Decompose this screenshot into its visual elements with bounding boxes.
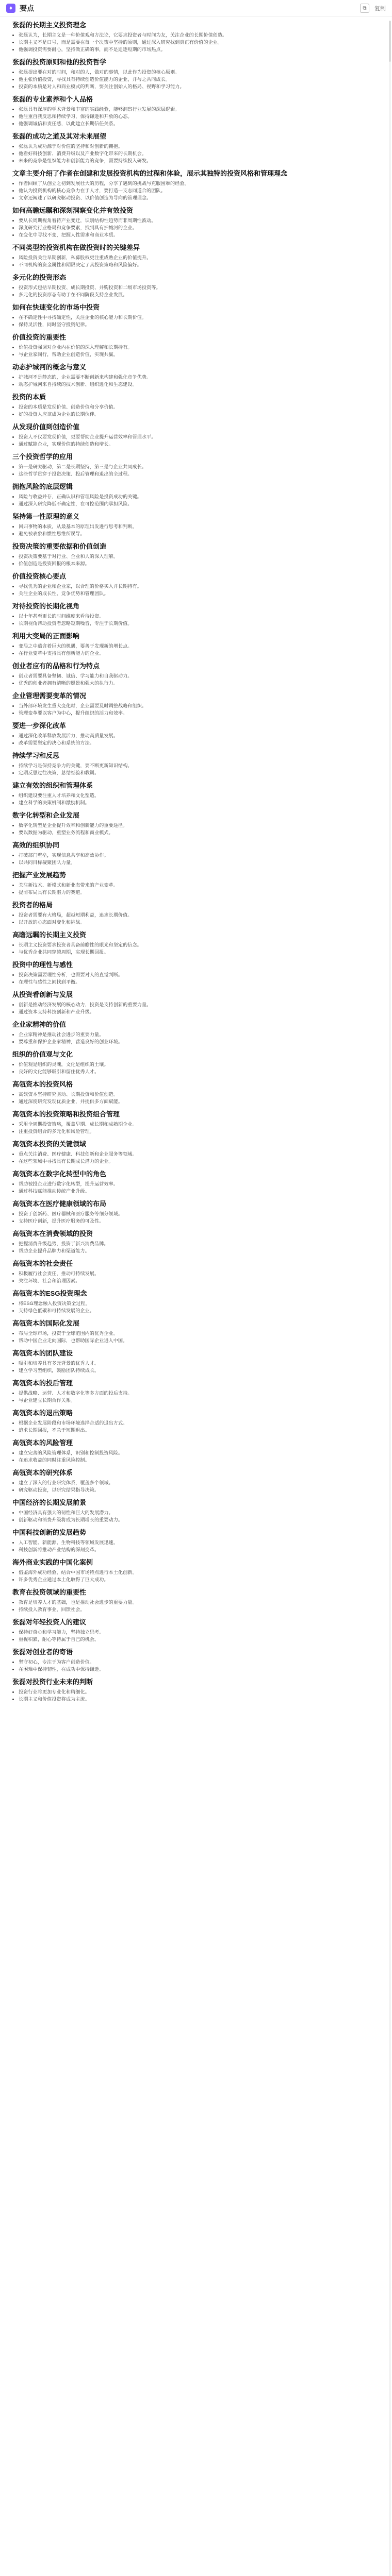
list-item: • 深度研究行业格局和竞争要素，找到具有护城河的企业。 (19, 225, 373, 231)
list-item: • 持续学习是保持竞争力的关键，要不断更新知识结构。 (19, 762, 373, 769)
section-heading: 中国科技创新的发展趋势 (12, 1529, 87, 1536)
section-list (12, 523, 373, 537)
summary-section (12, 1140, 373, 1164)
summary-section (12, 1170, 373, 1194)
summary-section (12, 1199, 373, 1224)
summary-section (12, 1050, 373, 1075)
summary-section (12, 243, 373, 268)
section-heading: 建立有效的组织和管理体系 (12, 782, 93, 789)
section-list (12, 344, 373, 358)
summary-section (12, 871, 373, 895)
section-list (12, 673, 373, 686)
list-item: • 他强调诚信和责任感，以此建立长期信任关系。 (19, 121, 373, 127)
section-heading: 如何高瞻远瞩和深刻洞察变化并有效投资 (12, 207, 134, 214)
section-list (12, 613, 373, 626)
summary-section (12, 1110, 373, 1134)
list-item: • 中国经济具有强大的韧性和巨大的发展潜力。 (19, 1510, 373, 1516)
summary-section (12, 512, 373, 537)
list-item: • 投资者需要有大格局，超越短期利益，追求长期价值。 (19, 912, 373, 918)
list-item: • 张磊认为成功源于对价值的坚持和对创新的拥抱。 (19, 143, 373, 149)
list-item: • 文章还阐述了以研究驱动投资、以价值创造为导向的管理理念。 (19, 195, 373, 201)
list-item: • 组织建设要注重人才培养和文化塑造。 (19, 792, 373, 799)
section-list (12, 1241, 373, 1254)
summary-section (12, 811, 373, 836)
section-heading: 对待投资的长期化视角 (12, 602, 80, 610)
list-item: • 要以数据为驱动，重塑业务流程和商业模式。 (19, 829, 373, 836)
list-item: • 长期主义不是口号，而是需要在每一个决策中坚持的原则，通过深入研究找到真正有价值的企业。 (19, 39, 373, 45)
section-list (12, 1689, 373, 1702)
summary-section (12, 169, 373, 201)
section-heading: 投资中的理性与感性 (12, 961, 73, 969)
list-item: • 良好的文化能够吸引和留住优秀人才。 (19, 1069, 373, 1075)
list-item: • 企业家精神是推动社会进步的重要力量。 (19, 1031, 373, 1038)
list-item: • 好的投资人应该成为企业的长期伙伴。 (19, 411, 373, 417)
list-item: • 不同机构的资金属性和期限决定了其投资策略和风险偏好。 (19, 262, 373, 268)
list-item: • 投资的本质是发现价值、创造价值和分享价值。 (19, 404, 373, 410)
summary-section (12, 1648, 373, 1672)
list-item: • 他看好科技创新、消费升级以及产业数字化带来的长期机会。 (19, 150, 373, 157)
list-item: • 长期主义和价值投资将成为主流。 (19, 1696, 373, 1702)
list-item: • 建立了深入的行业研究体系，覆盖多个领域。 (19, 1480, 373, 1486)
app-logo-icon: ✦ (6, 4, 15, 13)
section-list (12, 143, 373, 164)
list-item: • 持续投入教育事业，回馈社会。 (19, 1606, 373, 1613)
summary-section (12, 95, 373, 127)
section-list (12, 464, 373, 477)
list-item: • 改革需要坚定的决心和系统的方法。 (19, 740, 373, 746)
summary-section (12, 1349, 373, 1374)
section-heading: 高瓴资本投资的关键领域 (12, 1140, 87, 1148)
list-item: • 把握消费升级趋势，投资于新兴消费品牌。 (19, 1241, 373, 1247)
list-item: • 以十年甚至更长的时间维度来看待投资。 (19, 613, 373, 619)
section-list (12, 733, 373, 746)
section-heading: 张磊的投资原则和他的投资哲学 (12, 58, 107, 66)
section-list (12, 1480, 373, 1493)
list-item: • 在理性与感性之间找到平衡。 (19, 979, 373, 985)
list-item: • 人工智能、新能源、生物科技等领域发展迅速。 (19, 1539, 373, 1546)
section-list (12, 1629, 373, 1642)
list-item: • 投资决策需要理性分析，也需要对人的直觉判断。 (19, 972, 373, 978)
list-item: • 投资于创新药、医疗器械和医疗服务等细分领域。 (19, 1211, 373, 1217)
section-list (12, 703, 373, 716)
section-list (12, 374, 373, 387)
list-item: • 在追求收益的同时注重风险控制。 (19, 1457, 373, 1463)
summary-content (12, 21, 373, 1707)
section-heading: 三个投资哲学的应用 (12, 453, 73, 461)
section-list (12, 32, 373, 53)
summary-section (12, 751, 373, 776)
list-item: • 许多优秀企业通过本土化取得了巨大成功。 (19, 1577, 373, 1583)
section-list (12, 1121, 373, 1134)
summary-section (12, 1498, 373, 1523)
section-list (12, 106, 373, 127)
section-heading: 张磊的成功之道及其对未来展望 (12, 132, 107, 140)
list-item: • 在困难中保持韧性，在成功中保持谦逊。 (19, 1666, 373, 1672)
list-item: • 保持灵活性，同时坚守投资纪律。 (19, 321, 373, 328)
section-list (12, 1181, 373, 1194)
summary-section (12, 1080, 373, 1105)
section-heading: 坚持第一性原理的意义 (12, 513, 80, 520)
summary-section (12, 572, 373, 597)
section-heading: 文章主要介绍了作者在创建和发展投资机构的过程和体验，展示其独特的投资风格和管理理念 (12, 170, 288, 177)
list-item: • 吸引和培养具有多元背景的优秀人才。 (19, 1360, 373, 1366)
section-heading: 多元化的投资形态 (12, 274, 67, 281)
copy-button-label[interactable]: 复制 (374, 6, 386, 12)
section-heading: 价值投资核心要点 (12, 572, 67, 580)
list-item: • 价值观是组织的灵魂，文化是组织的土壤。 (19, 1061, 373, 1067)
section-heading: 高瓴资本在医疗健康领域的布局 (12, 1200, 107, 1208)
list-item: • 投资人不仅要发现价值，更要帮助企业提升运营效率和管理水平。 (19, 434, 373, 440)
list-item: • 第一是研究驱动，第二是长期坚持，第三是与企业共同成长。 (19, 464, 373, 470)
section-heading: 张磊对创业者的寄语 (12, 1648, 73, 1656)
section-list (12, 314, 373, 328)
list-item: • 创新驱动和消费升级将成为长期增长的重要动力。 (19, 1517, 373, 1523)
section-heading: 持续学习和反思 (12, 752, 60, 759)
list-item: • 根据企业发展阶段和市场环境选择合适的退出方式。 (19, 1420, 373, 1426)
section-heading: 要进一步深化改革 (12, 722, 67, 730)
summary-section (12, 21, 373, 53)
summary-section (12, 1020, 373, 1045)
section-list (12, 1031, 373, 1045)
summary-section (12, 303, 373, 328)
section-list (12, 583, 373, 597)
list-item: • 借鉴海外成功经验，结合中国市场特点进行本土化创新。 (19, 1569, 373, 1575)
list-item: • 张磊具有深厚的学术背景和丰富的实践经验，能够洞察行业发展的深层逻辑。 (19, 106, 373, 112)
section-list (12, 180, 373, 201)
section-list (12, 942, 373, 955)
list-item: • 帮助被投企业进行数字化转型，提升运营效率。 (19, 1181, 373, 1187)
list-item: • 长期主义投资要求投资者具备前瞻性的眼光和坚定的信念。 (19, 942, 373, 948)
list-item: • 通过科技赋能推动传统产业升级。 (19, 1188, 373, 1194)
summary-section (12, 1438, 373, 1463)
section-list (12, 1659, 373, 1672)
summary-section (12, 1379, 373, 1403)
section-list (12, 217, 373, 238)
list-item: • 建立科学的决策机制和激励机制。 (19, 800, 373, 806)
section-list (12, 762, 373, 776)
list-item: • 风险投资关注早期创新，私募股权更注重成熟企业的价值提升。 (19, 255, 373, 261)
list-item: • 在行业变革中支持具有创新能力的企业。 (19, 650, 373, 656)
list-item: • 通过深化改革释放发展活力，推动高质量发展。 (19, 733, 373, 739)
section-heading: 高瓴资本在消费领域的投资 (12, 1230, 93, 1238)
summary-section (12, 901, 373, 925)
list-item: • 投资决策要基于对行业、企业和人的深入理解。 (19, 553, 373, 560)
summary-section (12, 1409, 373, 1433)
section-list (12, 882, 373, 895)
list-item: • 关注环境、社会和治理因素。 (19, 1278, 373, 1284)
list-item: • 关注企业的成长性、竞争优势和管理团队。 (19, 590, 373, 597)
section-list (12, 1599, 373, 1613)
list-item: • 未来的竞争是组织能力和创新能力的竞争，需要持续投入研发。 (19, 158, 373, 164)
list-item: • 提前布局具有长期潜力的赛道。 (19, 889, 373, 895)
list-item: • 投资的本质是对人和商业模式的判断，要关注创始人的格局、视野和学习能力。 (19, 83, 373, 90)
section-heading: 如何在快速变化的市场中投资 (12, 303, 100, 311)
list-item: • 这些哲学贯穿于投资决策、投后管理和退出的全过程。 (19, 471, 373, 477)
list-item: • 优秀的创业者拥有清晰的愿景和强大的执行力。 (19, 680, 373, 686)
scrollbar[interactable] (389, 21, 391, 2576)
section-list (12, 1330, 373, 1344)
summary-section (12, 1259, 373, 1284)
list-item: • 多元化的投资形态有助于在不同阶段支持企业发展。 (19, 292, 373, 298)
summary-section (12, 422, 373, 447)
summary-section (12, 602, 373, 626)
section-list (12, 1390, 373, 1403)
summary-section (12, 1468, 373, 1493)
section-heading: 高瓴资本在数字化转型中的角色 (12, 1170, 107, 1178)
list-item: • 他强调投资需要耐心，坚持做正确的事，而不是追逐短期的市场热点。 (19, 46, 373, 53)
list-item: • 创业者需要具备坚韧、诚信、学习能力和自我驱动力。 (19, 673, 373, 679)
summary-section (12, 333, 373, 358)
list-item: • 通过赋能企业，实现价值的持续创造和增长。 (19, 441, 373, 447)
section-heading: 从投资看创新与发展 (12, 991, 73, 998)
summary-section (12, 781, 373, 806)
summary-section (12, 691, 373, 716)
list-item: • 当外部环境发生重大变化时，企业需要及时调整战略和组织。 (19, 703, 373, 709)
list-item: • 护城河不是静态的，企业需要不断创新来构建和强化竞争优势。 (19, 374, 373, 380)
list-item: • 积极履行社会责任，推动可持续发展。 (19, 1270, 373, 1277)
section-heading: 中国经济的长期发展前景 (12, 1499, 87, 1506)
summary-section (12, 960, 373, 985)
section-heading: 动态护城河的概念与意义 (12, 363, 87, 371)
section-heading: 张磊对年轻投资人的建议 (12, 1618, 87, 1626)
list-item: • 帮助中国企业走向国际，也帮助国际企业进入中国。 (19, 1337, 373, 1344)
list-item: • 回归事物的本质，从最基本的原理出发进行思考和判断。 (19, 523, 373, 530)
section-heading: 企业管理需要变革的情况 (12, 692, 87, 700)
summary-section (12, 132, 373, 164)
summary-section (12, 363, 373, 387)
list-item: • 建立完善的风险管理体系，识别和控制投资风险。 (19, 1450, 373, 1456)
list-item: • 张磊提出要在对的时间，和对的人，做对的事情，以此作为投资的核心原则。 (19, 69, 373, 75)
section-list (12, 1091, 373, 1105)
list-item: • 他主张价值投资，寻找具有持续创造价值能力的企业，并与之共同成长。 (19, 76, 373, 82)
section-list (12, 852, 373, 866)
section-heading: 企业家精神的价值 (12, 1021, 67, 1028)
summary-section (12, 1319, 373, 1344)
summary-section (12, 542, 373, 567)
scrollbar-thumb[interactable] (389, 21, 391, 62)
section-list (12, 792, 373, 806)
list-item: • 将ESG理念融入投资决策全过程。 (19, 1300, 373, 1307)
section-heading: 拥抱风险的底层逻辑 (12, 483, 73, 490)
summary-section (12, 58, 373, 90)
summary-section (12, 1618, 373, 1642)
section-heading: 高瓴资本的研究体系 (12, 1469, 73, 1477)
section-heading: 高瓴资本的投资策略和投资组合管理 (12, 1110, 120, 1118)
list-item: • 张磊认为，长期主义是一种价值观和方法论，它要求投资者与时间为友，关注企业的长期价值创造。 (19, 32, 373, 38)
section-list (12, 912, 373, 925)
section-heading: 高瓴资本的国际化发展 (12, 1319, 80, 1327)
summary-section (12, 990, 373, 1015)
list-item: • 注重投资组合的多元化和风险管理。 (19, 1128, 373, 1134)
list-item: • 投资行业将更加专业化和精细化。 (19, 1689, 373, 1695)
section-heading: 高瓴资本的团队建设 (12, 1349, 73, 1357)
list-item: • 坚守初心，专注于为客户创造价值。 (19, 1659, 373, 1665)
section-heading: 投资者的格局 (12, 901, 53, 909)
summary-section (12, 1588, 373, 1613)
section-list (12, 822, 373, 836)
section-heading: 高瓴资本的投后管理 (12, 1379, 73, 1387)
summary-section (12, 1289, 373, 1314)
section-heading: 投资决策的重要依据和价值创造 (12, 543, 107, 550)
section-list (12, 284, 373, 298)
list-item: • 他注重自我反思和持续学习，保持谦逊和开放的心态。 (19, 113, 373, 120)
summary-section (12, 632, 373, 656)
section-heading: 利用大变局的正面影响 (12, 632, 80, 640)
summary-section (12, 482, 373, 507)
section-list (12, 255, 373, 268)
section-heading: 数字化转型和企业发展 (12, 811, 80, 819)
list-item: • 风险与收益并存，正确认识和管理风险是投资成功的关键。 (19, 494, 373, 500)
list-item: • 定期反思过往决策，总结经验和教训。 (19, 770, 373, 776)
section-list (12, 494, 373, 507)
summary-section (12, 662, 373, 686)
section-heading: 高瓴资本的退出策略 (12, 1409, 73, 1417)
list-item: • 寻找优秀的企业和企业家，以合理的价格买入并长期持有。 (19, 583, 373, 589)
summary-section (12, 1528, 373, 1553)
section-heading: 把握产业发展趋势 (12, 871, 67, 879)
list-item: • 以开放的心态面对变化和挑战。 (19, 919, 373, 925)
section-heading: 海外商业实践的中国化案例 (12, 1558, 93, 1566)
section-list (12, 1539, 373, 1553)
list-item: • 作者回顾了从创立之初到发展壮大的历程，分享了遇到的挑战与克服困难的经验。 (19, 180, 373, 187)
section-list (12, 1450, 373, 1463)
list-item: • 研究驱动投资，以研究结果指导决策。 (19, 1487, 373, 1493)
list-item: • 通过深度研究发现优质企业，并提供多方面赋能。 (19, 1098, 373, 1105)
section-list (12, 1270, 373, 1284)
list-item: • 与优秀企业共同穿越周期，实现长期回报。 (19, 949, 373, 955)
list-item: • 追求长期回报，不急于短期退出。 (19, 1427, 373, 1433)
summary-section (12, 721, 373, 746)
list-item: • 通过深入研究降低不确定性，在可控范围内承担风险。 (19, 501, 373, 507)
section-list (12, 1510, 373, 1523)
list-item: • 在不确定性中寻找确定性，关注企业的核心能力和长期价值。 (19, 314, 373, 320)
list-item: • 数字化转型是企业提升效率和创新能力的重要途径。 (19, 822, 373, 828)
section-list (12, 553, 373, 567)
section-heading: 张磊的专业素养和个人品格 (12, 95, 93, 103)
section-heading: 投资的本质 (12, 393, 46, 401)
list-item: • 建立学习型组织，鼓励团队持续成长。 (19, 1367, 373, 1374)
list-item: • 提供战略、运营、人才和数字化等多方面的投后支持。 (19, 1390, 373, 1396)
list-item: • 避免被表象和惯性思维所误导。 (19, 531, 373, 537)
section-list (12, 1420, 373, 1433)
list-item: • 变局之中蕴含着巨大的机遇，要善于发现新的增长点。 (19, 643, 373, 649)
section-list (12, 404, 373, 417)
section-list (12, 1569, 373, 1583)
top-bar (0, 0, 392, 17)
page-title: 要点 (20, 4, 34, 12)
list-item: • 价值创造是投资回报的根本来源。 (19, 561, 373, 567)
section-heading: 高效的组织协同 (12, 841, 60, 849)
section-heading: 教育在投资领域的重要性 (12, 1588, 87, 1596)
list-item: • 他认为投资机构的核心竞争力在于人才，要打造一支志同道合的团队。 (19, 188, 373, 194)
section-list (12, 1211, 373, 1224)
section-heading: 高瓴资本的投资风格 (12, 1080, 73, 1088)
list-item: • 布局全球市场，投资于全球范围内的优秀企业。 (19, 1330, 373, 1336)
copy-icon[interactable]: ⧉ (360, 4, 369, 13)
list-item: • 要从长周期视角看待产业变迁，识别结构性趋势而非周期性波动。 (19, 217, 373, 224)
summary-section (12, 452, 373, 477)
list-item: • 动态护城河来自持续的技术创新、组织进化和生态建设。 (19, 381, 373, 387)
list-item: • 与企业家同行，帮助企业创造价值，实现共赢。 (19, 351, 373, 358)
section-heading: 创业者应有的品格和行为特点 (12, 662, 100, 670)
list-item: • 长期视角帮助投资者忽略短期噪音，专注于长期价值。 (19, 620, 373, 626)
list-item: • 重视积累，耐心等待属于自己的机会。 (19, 1636, 373, 1642)
toolbar (360, 4, 386, 13)
list-item: • 打破部门壁垒，实现信息共享和高效协作。 (19, 852, 373, 858)
list-item: • 帮助企业提升品牌力和渠道能力。 (19, 1248, 373, 1254)
list-item: • 支持医疗创新，提升医疗服务的可及性。 (19, 1218, 373, 1224)
summary-section (12, 206, 373, 238)
list-item: • 采用全周期投资策略，覆盖早期、成长期和成熟期企业。 (19, 1121, 373, 1127)
list-item: • 要尊重和保护企业家精神，营造良好的创业环境。 (19, 1039, 373, 1045)
section-list (12, 69, 373, 90)
list-item: • 在变化中寻找不变，把握人性需求和商业本质。 (19, 232, 373, 238)
list-item: • 支持绿色低碳和可持续发展的企业。 (19, 1308, 373, 1314)
summary-section (12, 1229, 373, 1254)
list-item: • 管理变革要以客户为中心，提升组织的活力和效率。 (19, 710, 373, 716)
section-list (12, 643, 373, 656)
list-item: • 以共同目标凝聚团队力量。 (19, 859, 373, 866)
section-heading: 张磊对投资行业未来的判断 (12, 1678, 93, 1686)
list-item: • 科技创新将推动产业结构的深刻变革。 (19, 1547, 373, 1553)
section-heading: 张磊的长期主义投资理念 (12, 21, 87, 29)
summary-section (12, 1677, 373, 1702)
section-heading: 高瓴资本的风险管理 (12, 1439, 73, 1447)
section-list (12, 1300, 373, 1314)
list-item: • 重点关注消费、医疗健康、科技创新和企业服务等领域。 (19, 1151, 373, 1157)
list-item: • 投资形式包括早期投资、成长期投资、并购投资和二级市场投资等。 (19, 284, 373, 291)
section-heading: 组织的价值观与文化 (12, 1050, 73, 1058)
section-list (12, 434, 373, 447)
list-item: • 通过资本支持科技创新和产业升级。 (19, 1009, 373, 1015)
summary-section (12, 273, 373, 298)
summary-section (12, 930, 373, 955)
section-list (12, 1151, 373, 1164)
summary-section (12, 393, 373, 417)
list-item: • 高瓴资本坚持研究驱动、长期投资和价值创造。 (19, 1091, 373, 1097)
list-item: • 创新是推动经济发展的核心动力，投资是支持创新的重要力量。 (19, 1002, 373, 1008)
section-heading: 从发现价值到创造价值 (12, 423, 80, 431)
section-heading: 价值投资的重要性 (12, 333, 67, 341)
section-heading: 不同类型的投资机构在做投资时的关键差异 (12, 244, 140, 251)
list-item: • 保持好奇心和学习能力，坚持独立思考。 (19, 1629, 373, 1635)
section-list (12, 1002, 373, 1015)
list-item: • 关注新技术、新模式和新业态带来的产业变革。 (19, 882, 373, 888)
list-item: • 在这些领域中寻找具有长期成长潜力的企业。 (19, 1158, 373, 1164)
summary-section (12, 841, 373, 866)
section-list (12, 972, 373, 985)
section-list (12, 1360, 373, 1374)
list-item: • 与企业建立长期合作关系。 (19, 1397, 373, 1403)
section-list (12, 1061, 373, 1075)
list-item: • 教育是培养人才的基础，也是推动社会进步的重要力量。 (19, 1599, 373, 1605)
section-heading: 高瞻远瞩的长期主义投资 (12, 931, 87, 939)
section-heading: 高瓴资本的社会责任 (12, 1260, 73, 1267)
section-heading: 高瓴资本的ESG投资理念 (12, 1290, 87, 1297)
list-item: • 价值投资强调对企业内在价值的深入理解和长期持有。 (19, 344, 373, 350)
summary-section (12, 1558, 373, 1583)
